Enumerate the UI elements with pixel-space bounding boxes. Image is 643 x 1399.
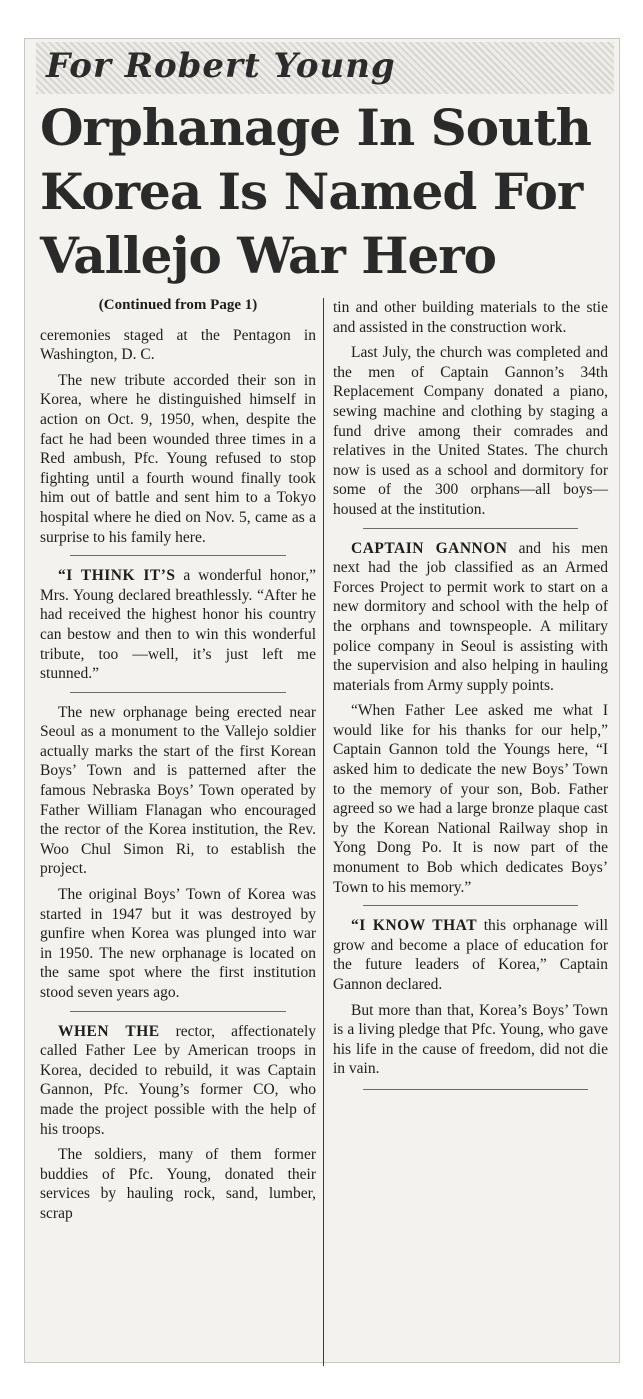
column-divider <box>323 298 324 1366</box>
section-divider <box>70 555 286 556</box>
paragraph <box>40 566 316 684</box>
headline <box>40 96 620 288</box>
paragraph: tin and other building materials to the stie and assisted in the construction work. <box>333 299 608 336</box>
headline-line-2: Korea Is Named For <box>40 162 583 221</box>
paragraph-body: this orphanage will grow and become a place of education for the future leaders of Korea,” Captain Gannon declared. <box>333 917 608 993</box>
paragraph: Last July, the church was completed and the men of Captain Gannon’s 34th Replacement Company donated a piano, sewing machine and clothing by staging a fund drive among their comrades and relatives in the United States. The church now is used as a school and dormitory for some of the 300 orphans—all boys—housed at the institution. <box>333 344 608 518</box>
headline-line-3: Vallejo War Hero <box>40 226 496 285</box>
paragraph-lead: WHEN THE <box>58 1022 160 1040</box>
right-column <box>333 298 608 1090</box>
section-divider <box>363 528 578 529</box>
paragraph-body: rector, affectionately called Father Lee by American troops in Korea, decided to rebuild, it was Captain Gannon, Pfc. Young’s former CO, who made the project possible with the help of his troops. <box>40 1022 316 1138</box>
section-divider <box>363 905 578 906</box>
paragraph: The soldiers, many of them former buddies of Pfc. Young, donated their services by hauling rock, sand, lumber, scrap <box>40 1146 316 1222</box>
paragraph-lead: CAPTAIN GANNON <box>351 539 508 557</box>
end-rule <box>363 1089 588 1090</box>
paragraph: But more than that, Korea’s Boys’ Town is a living pledge that Pfc. Young, who gave his life in the cause of freedom, did not die in vain. <box>333 1001 608 1078</box>
paragraph: The new orphanage being erected near Seoul as a monument to the Vallejo soldier actually marks the start of the first Korean Boys’ Town and is patterned after the famous Nebraska Boys’ Town operated by Father William Flanagan who encouraged the rector of the Korea institution, the Rev. Woo Chul Simon Ri, to establish the project. <box>40 703 316 878</box>
kicker-banner <box>36 42 614 94</box>
continued-note: (Continued from Page 1) <box>98 297 258 313</box>
section-divider <box>70 1011 286 1012</box>
section-divider <box>70 692 286 693</box>
paragraph: The new tribute accorded their son in Korea, where he distinguished himself in action on Oct. 9, 1950, when, despite the fact he had been wounded three times in a Red ambush, Pfc. Young refused to stop fighting until a fourth wound finally took him out of battle and sent him to a Tokyo hospital where he died on Nov. 5, came as a surprise to his family here. <box>40 371 316 546</box>
paragraph <box>40 1022 316 1140</box>
paragraph <box>333 539 608 696</box>
paragraph: ceremonies staged at the Pentagon in Washington, D. C. <box>40 326 316 364</box>
paragraph: “When Father Lee asked me what I would like for his thanks for our help,” Captain Gannon told the Youngs here, “I asked him to dedicate the new Boys’ Town to the memory of your son, Bob. Father agreed so we had a large bronze plaque cast by the Korean National Railway shop in Yong Dong Po. It is now part of the monument to Bob which dedicates Boys’ Town to his memory.” <box>333 702 608 896</box>
paragraph-body: a wonderful honor,” Mrs. Young declared breathlessly. “After he had received the highest honor his country can bestow and then to win this wonderful tribute, too —well, it’s just left me stunned.” <box>40 567 316 683</box>
paragraph: The original Boys’ Town of Korea was started in 1947 but it was destroyed by gunfire when Korea was plunged into war in 1950. The new orphanage is located on the same spot where the first institution stood seven years ago. <box>40 886 316 1001</box>
paragraph-lead: “I KNOW THAT <box>351 917 478 935</box>
paragraph-body: and his men next had the job classified as an Armed Forces Project to permit work to start on a new dormitory and school with the help of the orphans and townspeople. A military police company in Seoul is assisting with the supervision and also helping in hauling materials from Army supply points. <box>333 539 609 694</box>
left-column <box>40 296 316 1230</box>
headline-line-1: Orphanage In South <box>40 98 591 157</box>
paragraph-lead: “I THINK IT’S <box>58 567 176 585</box>
paragraph <box>333 916 608 994</box>
kicker-text: For Robert Young <box>46 46 396 86</box>
